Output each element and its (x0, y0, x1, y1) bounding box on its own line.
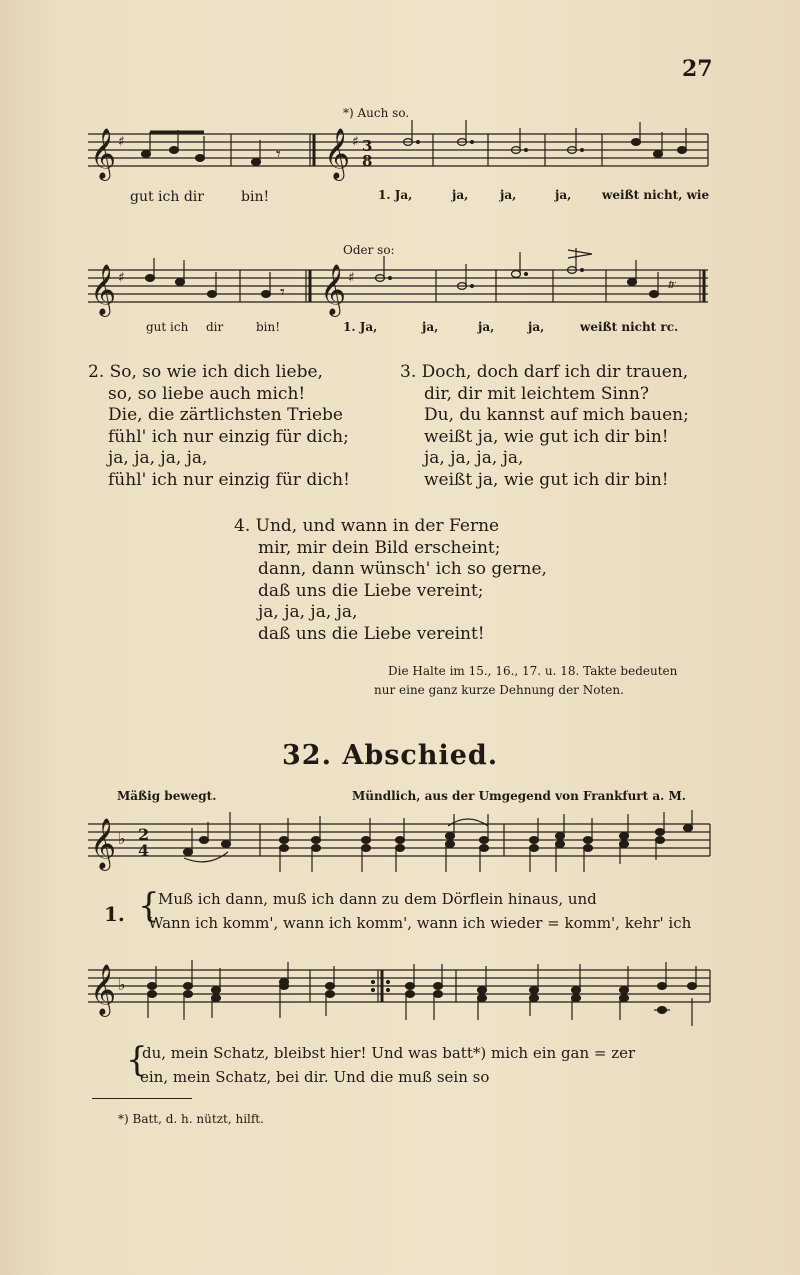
song-lyric-line-1b: Wann ich komm', wann ich komm', wann ich wieder = komm', kehr' ich (148, 914, 692, 932)
treble-clef-icon: 𝄞 (90, 128, 117, 179)
svg-text:♯: ♯ (348, 270, 355, 286)
variant-label-oder-so: Oder so: (343, 243, 395, 257)
lyric-v2-2: dir (206, 320, 224, 334)
lyric-v2-4: 1. Ja, (343, 320, 378, 334)
svg-text:𝄞: 𝄞 (90, 818, 117, 869)
footnote: *) Batt, d. h. nützt, hilft. (118, 1112, 264, 1126)
song-lyric-line-1a: Muß ich dann, muß ich dann zu dem Dörflein hinaus, und (158, 890, 597, 908)
svg-text:♯: ♯ (118, 270, 125, 286)
lyric-v1-7: weißt nicht, wie (602, 188, 710, 202)
song-lyric-line-2b: ein, mein Schatz, bei dir. Und die muß sein so (140, 1068, 490, 1086)
stanza-3-line: Du, du kannst auf mich bauen; (424, 405, 689, 425)
lyric-v2-1: gut ich (146, 320, 189, 334)
svg-text:♯: ♯ (352, 134, 359, 150)
svg-text:𝄞: 𝄞 (324, 128, 351, 179)
stanza-4-line: 4. Und, und wann in der Ferne (234, 516, 500, 536)
lyric-v2-7: ja, (528, 320, 545, 334)
lyric-v2-6: ja, (478, 320, 495, 334)
time-sig-top: 2 (138, 825, 150, 844)
stanza-3-line: weißt ja, wie gut ich dir bin! (424, 469, 669, 490)
song-title: 32. Abschied. (282, 740, 499, 771)
verse-number: 1. (104, 902, 125, 926)
svg-text:𝄾: 𝄾 (276, 144, 281, 165)
svg-text:𝄞: 𝄞 (320, 264, 347, 315)
staff-song-line-1 (88, 808, 714, 888)
svg-text:3: 3 (362, 137, 373, 155)
stanza-2-line: Die, die zärtlichsten Triebe (108, 405, 343, 425)
song-source: Mündlich, aus der Umgegend von Frankfurt a. M. (352, 789, 686, 803)
stanza-4-line: ja, ja, ja, ja, (258, 602, 358, 622)
stanza-3-line: weißt ja, wie gut ich dir bin! (424, 426, 669, 447)
lyric-v2-8: weißt nicht rc. (580, 320, 679, 334)
stanza-4-line: daß uns die Liebe vereint; (258, 580, 484, 601)
footnote-rule (92, 1098, 192, 1099)
lyric-v1-1: gut ich dir (130, 189, 204, 205)
stanza-2-line: so, so liebe auch mich! (108, 383, 306, 404)
lyric-v1-2: bin! (241, 189, 270, 205)
svg-text:8: 8 (362, 152, 373, 170)
svg-text:♭: ♭ (118, 829, 126, 848)
stanza-3-line: ja, ja, ja, ja, (424, 448, 524, 468)
stanza-2 (88, 362, 350, 491)
stanza-3-line: 3. Doch, doch darf ich dir trauen, (400, 362, 689, 382)
variant-label-auch-so: *) Auch so. (343, 106, 410, 120)
stanza-3 (400, 362, 689, 491)
verse-brace-2: { (126, 1040, 148, 1080)
time-sig-bottom: 4 (138, 841, 150, 860)
svg-text:𝄞: 𝄞 (90, 964, 117, 1015)
staff-song-line-2 (88, 958, 714, 1038)
hold-note-line-1: Die Halte im 15., 16., 17. u. 18. Takte bedeuten (388, 664, 678, 678)
stanza-4-line: dann, dann wünsch' ich so gerne, (258, 559, 547, 579)
page-number: 27 (682, 56, 713, 82)
svg-text:♯: ♯ (118, 134, 125, 150)
svg-text:𝄞: 𝄞 (90, 264, 117, 315)
stanza-2-line: fühl' ich nur einzig für dich! (108, 469, 350, 490)
verse-brace: { (138, 886, 160, 926)
lyric-v1-5: ja, (500, 188, 517, 202)
stanza-4-line: mir, mir dein Bild erscheint; (258, 537, 501, 558)
stanza-3-line: dir, dir mit leichtem Sinn? (424, 383, 649, 404)
stanza-4 (234, 516, 547, 645)
stanza-2-line: fühl' ich nur einzig für dich; (108, 426, 349, 447)
svg-text:𝆖: 𝆖 (668, 276, 676, 292)
lyric-v2-5: ja, (422, 320, 439, 334)
song-lyric-line-2a: du, mein Schatz, bleibst hier! Und was batt*) mich ein gan = zer (142, 1044, 636, 1062)
svg-text:𝄾: 𝄾 (280, 282, 285, 303)
tempo-marking: Mäßig bewegt. (117, 789, 217, 803)
stanza-2-line: 2. So, so wie ich dich liebe, (88, 362, 323, 382)
hold-note-line-2: nur eine ganz kurze Dehnung der Noten. (374, 683, 624, 697)
lyric-v1-4: ja, (452, 188, 469, 202)
lyric-v1-6: ja, (555, 188, 572, 202)
stanza-2-line: ja, ja, ja, ja, (108, 448, 208, 468)
svg-text:♭: ♭ (118, 975, 126, 994)
stanza-4-line: daß uns die Liebe vereint! (258, 623, 485, 644)
staff-variant-2 (88, 260, 712, 318)
lyric-v2-3: bin! (256, 320, 281, 334)
staff-variant-1 (88, 126, 712, 184)
lyric-v1-3: 1. Ja, (378, 188, 413, 202)
